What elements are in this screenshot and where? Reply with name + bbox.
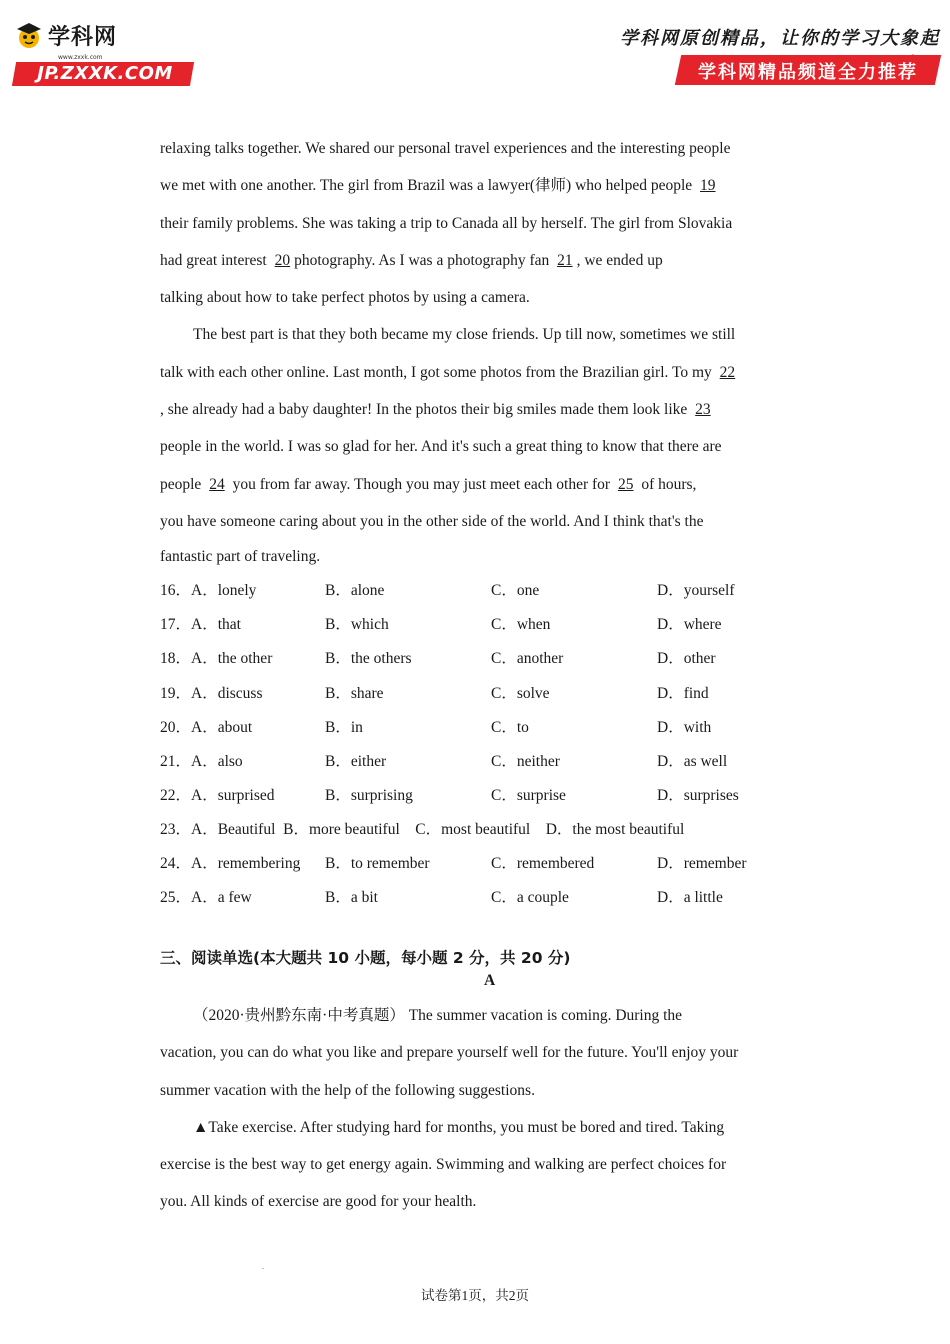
logo-text: 学科网 — [48, 24, 118, 50]
blank-24: 24 — [209, 475, 225, 493]
passage-line: fantastic part of traveling. — [160, 548, 321, 566]
passage-line: vacation, you can do what you like and prepare yourself well for the future. You'll enjoy your — [160, 1044, 739, 1062]
passage-line: relaxing talks together. We shared our personal travel experiences and the interesting people — [160, 140, 731, 157]
passage-line: summer vacation with the help of the following suggestions. — [160, 1081, 535, 1099]
page-footer: 试卷第1页，共2页 — [421, 1288, 529, 1303]
blank-23: 23 — [695, 401, 711, 419]
passage-line: we met with one another. The girl from Brazil was a lawyer(律师) who helped people 19 — [160, 167, 800, 204]
passage-line: you. All kinds of exercise are good for your health. — [160, 1193, 477, 1211]
passage-line: their family problems. She was taking a trip to Canada all by herself. The girl from Slovakia — [160, 214, 733, 232]
passage-line: you have someone caring about you in the other side of the world. And I think that's the — [160, 512, 704, 530]
banner-text: 学科网精品频道全力推荐 — [698, 62, 918, 83]
option-row-17: 17．A．that B．which C．when D．where — [160, 616, 722, 634]
blank-22: 22 — [719, 363, 736, 381]
logo — [14, 18, 194, 88]
option-row-19: 19．A．discuss B．share C．solve D．find — [160, 684, 709, 702]
option-row-18: 18．A．the other B．the others C．another D．other — [160, 650, 716, 668]
recommend-banner — [678, 55, 938, 85]
option-row-23: 23．A．Beautiful B．more beautiful C．most beautiful D．the most beautiful — [160, 820, 685, 838]
option-row-16: 16．A．lonely B．alone C．one D．yourself — [160, 582, 735, 600]
blank-21: 21 — [557, 251, 573, 269]
passage-line: people 24 you from far away. Though you may just meet each other for 25 of hours, — [160, 475, 697, 493]
passage-line: （2020·贵州黔东南·中考真题） The summer vacation is coming. During the — [193, 1007, 683, 1024]
option-row-22: 22．A．surprised B．surprising C．surprise D．surprises — [160, 786, 739, 804]
blank-25: 25 — [617, 475, 634, 493]
passage-line: people in the world. I was so glad for her. And it's such a great thing to know that there are — [160, 438, 722, 456]
option-row-21: 21．A．also B．either C．neither D．as well — [160, 752, 728, 770]
mascot-icon — [14, 20, 44, 50]
cloze-passage — [160, 130, 800, 915]
blank-20: 20 — [274, 251, 291, 269]
passage-line: had great interest 20 photography. As I was a photography fan 21 , we ended up — [160, 251, 663, 269]
option-row-20: 20．A．about B．in C．to D．with — [160, 718, 712, 736]
slogan: 学科网原创精品，让你的学习大象起 — [620, 28, 940, 49]
option-row-25: 25．A．a few B．a bit C．a couple D．a little — [160, 889, 723, 907]
passage-line: The best part is that they both became my close friends. Up till now, sometimes we still — [193, 326, 736, 344]
passage-line: talking about how to take perfect photos by using a camera. — [160, 289, 530, 307]
passage-line: exercise is the best way to get energy again. Swimming and walking are perfect choices for — [160, 1156, 727, 1174]
logo-subtext: www.zxxk.com — [58, 54, 103, 61]
passage-line: ▲Take exercise. After studying hard for months, you must be bored and tired. Taking — [193, 1118, 725, 1136]
passage-label: A — [484, 972, 496, 989]
passage-line: , she already had a baby daughter! In the photos their big smiles made them look like 23 — [160, 391, 800, 428]
passage-line: talk with each other online. Last month, I got some photos from the Brazilian girl. To my 22 — [160, 354, 800, 391]
logo-url: JP.ZXXK.COM — [37, 63, 173, 84]
option-row-24: 24．A．remembering B．to remember C．remembered D．remember — [160, 855, 747, 873]
section-title: 三、阅读单选(本大题共 10 小题，每小题 2 分，共 20 分) — [160, 949, 571, 967]
page-dot: . — [262, 1262, 264, 1271]
blank-19: 19 — [700, 177, 716, 195]
reading-passage — [160, 997, 800, 1221]
